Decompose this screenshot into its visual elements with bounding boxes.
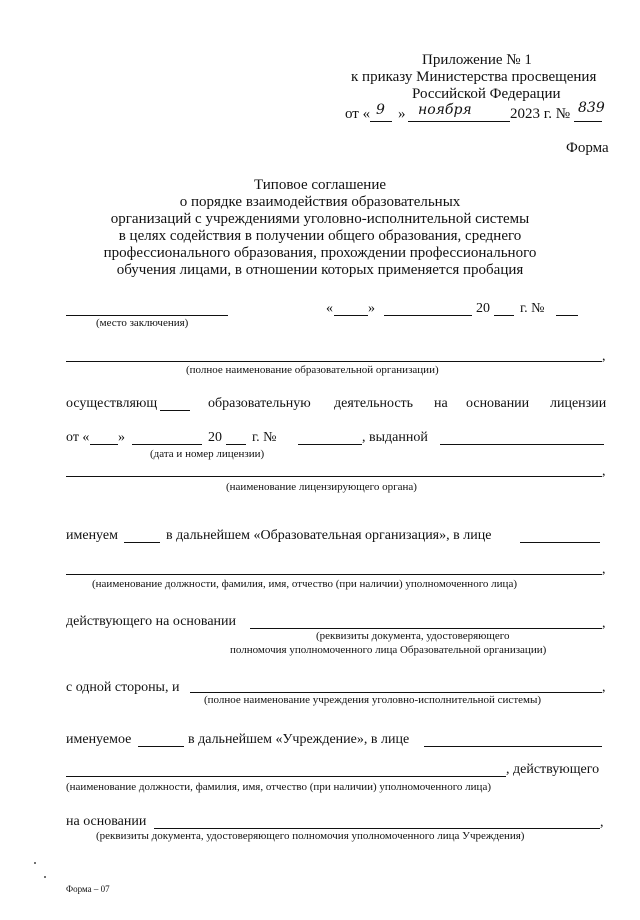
appendix-number: Приложение № 1 [422,52,532,68]
institution-name-field[interactable] [190,692,602,693]
org-name-caption: (полное наименование образовательной организации) [186,364,439,376]
basis-caption-1: (реквизиты документа, удостоверяющего [316,630,510,642]
license-day-field[interactable] [90,444,118,445]
scan-speck [44,876,46,878]
order-number: 839 [578,100,605,116]
order-month: ноября [418,102,472,118]
institution-person-field-start[interactable] [424,746,602,747]
license-organ-caption: (наименование лицензирующего органа) [226,481,417,493]
license-issuer-field[interactable] [66,476,602,477]
order-day: 9 [376,102,385,118]
license-month-field[interactable] [132,444,202,445]
order-country: Российской Федерации [412,86,561,102]
order-ministry: к приказу Министерства просвещения [351,69,597,85]
institution-person-caption: (наименование должности, фамилия, имя, отчество (при наличии) уполномоченного лица) [66,781,491,793]
license-year-field[interactable] [226,444,246,445]
institution-caption: (полное наименование учреждения уголовно-исполнительной системы) [204,694,542,706]
org-name-field[interactable] [66,361,602,362]
basis-doc-field[interactable] [250,628,602,629]
named-ending-field[interactable] [124,542,160,543]
form-code: Форма – 07 [66,884,110,894]
institution-basis-caption: (реквизиты документа, удостоверяющего полномочия уполномоченного лица Учреждения) [96,830,525,842]
institution-ending-field[interactable] [138,746,184,747]
institution-basis-field[interactable] [154,828,600,829]
institution-person-field[interactable] [66,776,506,777]
place-caption: (место заключения) [96,317,189,329]
license-issuer-field-start[interactable] [440,444,604,445]
agreement-number-field[interactable] [556,315,578,316]
scan-speck [34,862,36,864]
license-number-field[interactable] [298,444,362,445]
named-person-field[interactable] [66,574,602,575]
named-person-field-start[interactable] [520,542,600,543]
form-label: Форма [566,140,609,156]
agreement-day-field[interactable] [334,315,368,316]
agreement-year-field[interactable] [494,315,514,316]
agreement-month-field[interactable] [384,315,472,316]
license-date-caption: (дата и номер лицензии) [150,448,265,460]
place-field[interactable] [66,315,228,316]
basis-caption-2: полномочия уполномоченного лица Образовательной организации) [230,644,547,656]
named-person-caption: (наименование должности, фамилия, имя, отчество (при наличии) уполномоченного лица) [92,578,517,590]
